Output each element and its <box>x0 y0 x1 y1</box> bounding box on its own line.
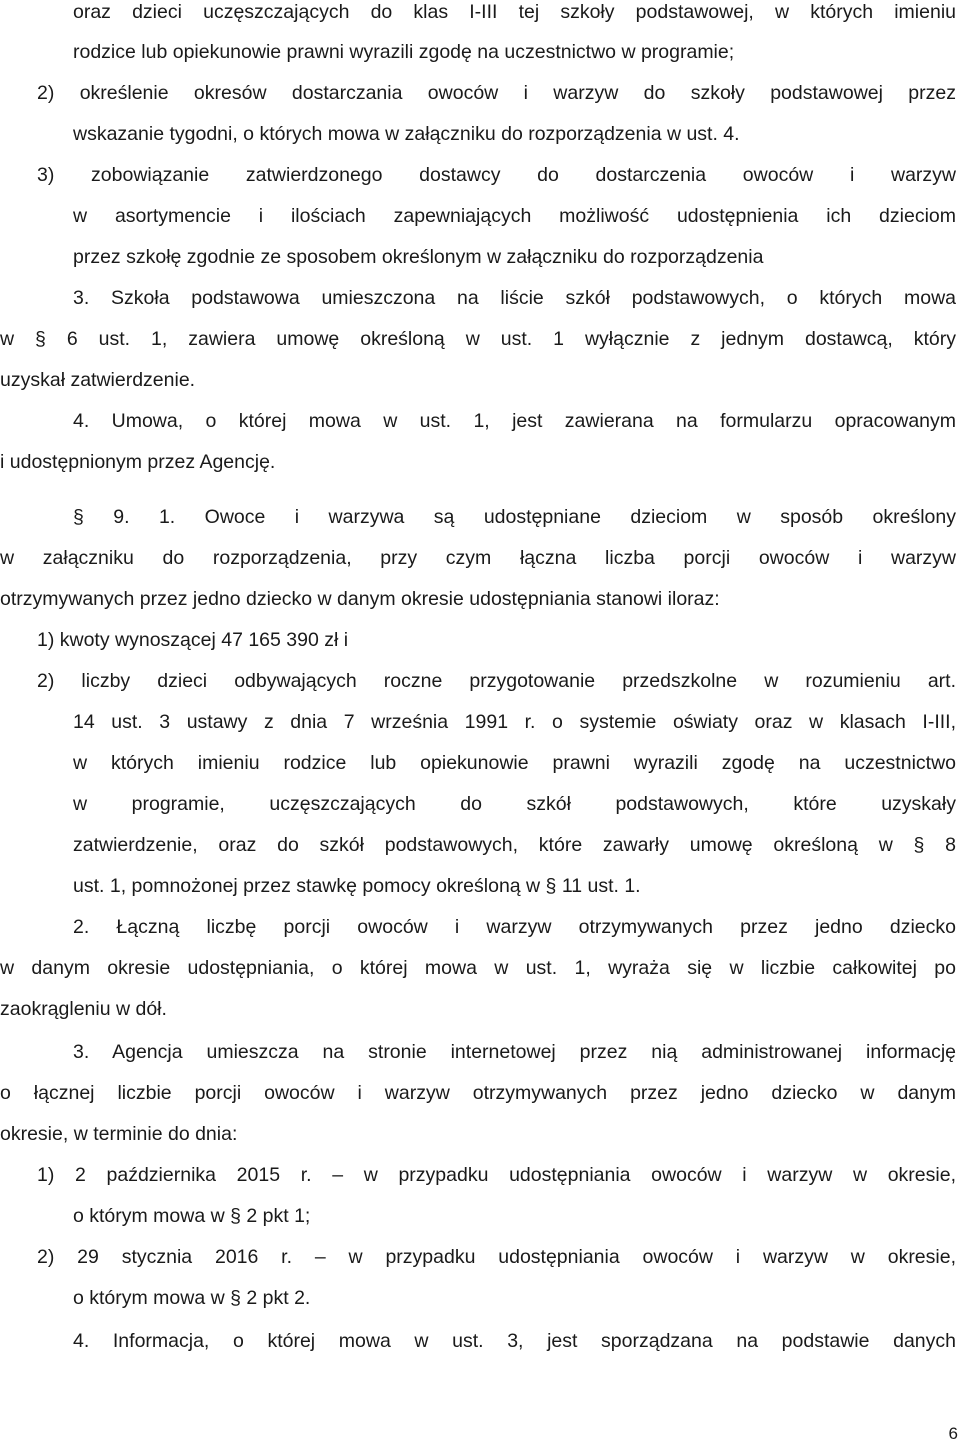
text-line: w programie, uczęszczających do szkół podstawowych, które uzyskały <box>73 793 956 815</box>
text-line: o którym mowa w § 2 pkt 1; <box>73 1205 311 1227</box>
text-line: 3. Agencja umieszcza na stronie internetowej przez nią administrowanej informację <box>73 1041 956 1063</box>
text-line: 1) kwoty wynoszącej 47 165 390 zł i <box>37 629 349 651</box>
text-line: w danym okresie udostępniania, o której mowa w ust. 1, wyraża się w liczbie całkowitej po <box>0 957 956 979</box>
text-line: otrzymywanych przez jedno dziecko w danym okresie udostępniania stanowi iloraz: <box>0 588 720 610</box>
text-line: i udostępnionym przez Agencję. <box>0 451 276 473</box>
text-line: w załączniku do rozporządzenia, przy czym łączna liczba porcji owoców i warzyw <box>0 547 956 569</box>
text-line: § 9. 1. Owoce i warzywa są udostępniane dzieciom w sposób określony <box>73 506 956 528</box>
text-line: ust. 1, pomnożonej przez stawkę pomocy określoną w § 11 ust. 1. <box>73 875 641 897</box>
text-line: w których imieniu rodzice lub opiekunowie prawni wyrazili zgodę na uczestnictwo <box>73 752 956 774</box>
text-line: 2) 29 stycznia 2016 r. – w przypadku udostępniania owoców i warzyw w okresie, <box>37 1246 956 1268</box>
text-line: 14 ust. 3 ustawy z dnia 7 września 1991 r. o systemie oświaty oraz w klasach I-III, <box>73 711 956 733</box>
text-line: oraz dzieci uczęszczających do klas I-III tej szkoły podstawowej, w których imieniu <box>73 1 956 23</box>
text-line: przez szkołę zgodnie ze sposobem określonym w załączniku do rozporządzenia <box>73 246 764 268</box>
text-line: rodzice lub opiekunowie prawni wyrazili zgodę na uczestnictwo w programie; <box>73 41 735 63</box>
text-line: w § 6 ust. 1, zawiera umowę określoną w ust. 1 wyłącznie z jednym dostawcą, który <box>0 328 956 350</box>
text-line: zatwierdzenie, oraz do szkół podstawowych, które zawarły umowę określoną w § 8 <box>73 834 956 856</box>
text-line: 1) 2 października 2015 r. – w przypadku udostępniania owoców i warzyw w okresie, <box>37 1164 956 1186</box>
text-line: 3. Szkoła podstawowa umieszczona na liście szkół podstawowych, o których mowa <box>73 287 956 309</box>
text-line: o łącznej liczbie porcji owoców i warzyw otrzymywanych przez jedno dziecko w danym <box>0 1082 956 1104</box>
text-line: wskazanie tygodni, o których mowa w załączniku do rozporządzenia w ust. 4. <box>73 123 740 145</box>
text-line: o którym mowa w § 2 pkt 2. <box>73 1287 311 1309</box>
text-line: okresie, w terminie do dnia: <box>0 1123 238 1145</box>
text-line: 2. Łączną liczbę porcji owoców i warzyw otrzymywanych przez jedno dziecko <box>73 916 956 938</box>
text-line: 4. Informacja, o której mowa w ust. 3, jest sporządzana na podstawie danych <box>73 1330 956 1352</box>
text-line: w asortymencie i ilościach zapewniających możliwość udostępnienia ich dzieciom <box>73 205 956 227</box>
text-line: 3) zobowiązanie zatwierdzonego dostawcy do dostarczenia owoców i warzyw <box>37 164 956 186</box>
text-line: zaokrągleniu w dół. <box>0 998 167 1020</box>
text-line: 2) liczby dzieci odbywających roczne przygotowanie przedszkolne w rozumieniu art. <box>37 670 956 692</box>
text-line: 2) określenie okresów dostarczania owoców i warzyw do szkoły podstawowej przez <box>37 82 956 104</box>
text-line: 4. Umowa, o której mowa w ust. 1, jest zawierana na formularzu opracowanym <box>73 410 956 432</box>
page-number: 6 <box>948 1424 958 1443</box>
text-line: uzyskał zatwierdzenie. <box>0 369 196 391</box>
